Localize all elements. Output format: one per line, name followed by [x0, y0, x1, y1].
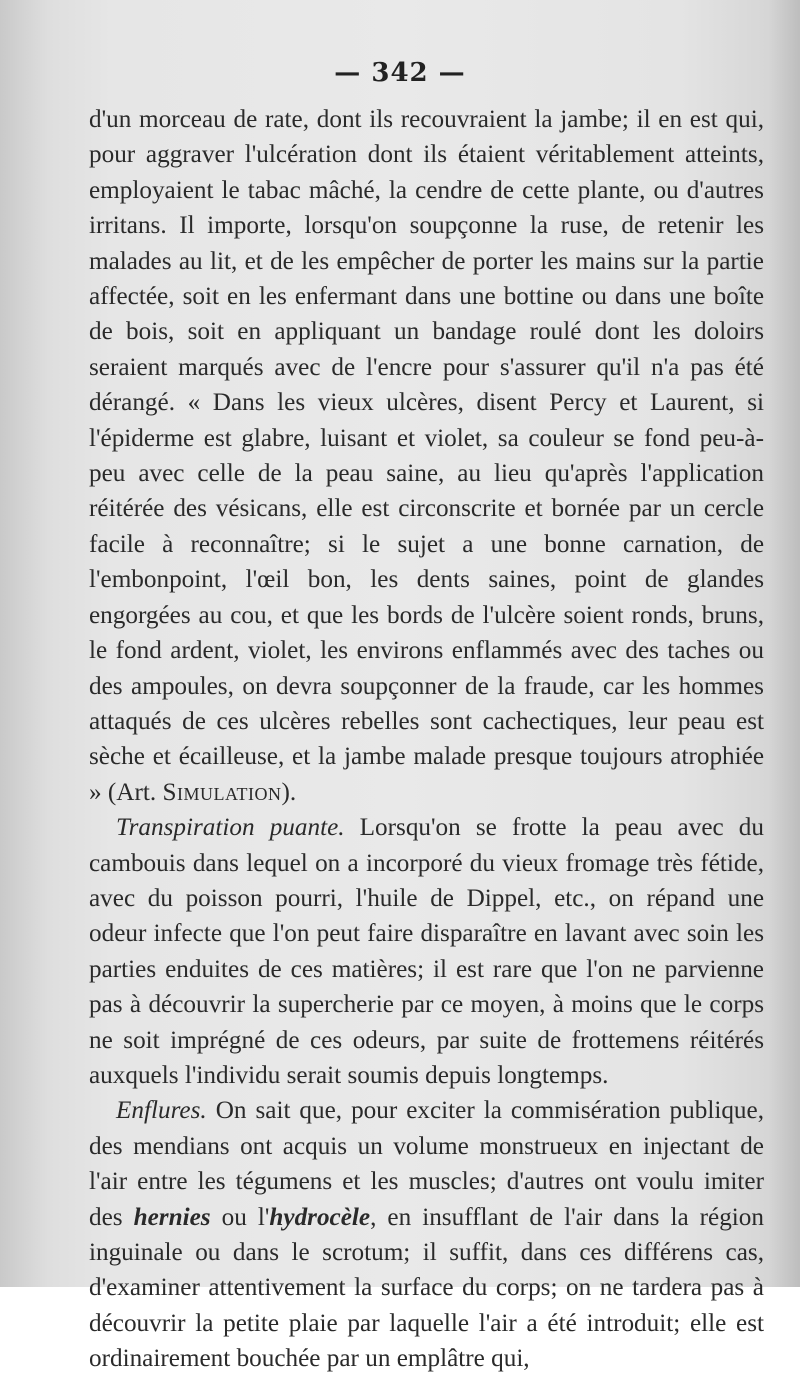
paragraph-text: Lorsqu'on se frotte la peau avec du cambouis dans lequel on a incorporé du vieux fromage très fétide, avec du poisson pourri, l'huile de Dippel, etc., on répand une odeur infecte que l'on peut faire disparaître en lavant avec soin les parties enduites de ces matières; il est rare que l'on ne parvienne pas à découvrir la supercherie par ce moyen, à moins que le corps ne soit imprégné de ces odeurs, par suite de frottemens réitérés auxquels l'individu serait soumis depuis longtemps.	[89, 814, 764, 1089]
cross-reference-simulation: Simulation	[162, 778, 282, 806]
paragraph-enflures	[89, 1093, 764, 1376]
paragraph-text: On sait que, pour exciter la commisération publique, des mendians ont acquis un volume monstrueux en injectant de l'air entre les tégumens et les muscles; d'autres ont voulu imiter des	[89, 1097, 764, 1231]
body-text	[89, 102, 764, 1377]
section-heading-enflures: Enflures.	[116, 1097, 207, 1125]
paragraph-transpiration	[89, 810, 764, 1093]
term-hydrocele: hydrocèle	[269, 1203, 371, 1231]
paragraph-text: ou l'	[210, 1203, 270, 1231]
page-number: — 342 —	[334, 58, 466, 88]
paragraph-ulcers-continued	[89, 102, 764, 810]
section-heading-transpiration: Transpiration puante.	[116, 814, 345, 842]
term-hernies: hernies	[133, 1203, 211, 1231]
paragraph-text: ).	[281, 778, 297, 806]
paragraph-text: d'un morceau de rate, dont ils recouvraient la jambe; il en est qui, pour aggraver l'ulcération dont ils étaient véritablement atteints, employaient le tabac mâché, la cendre de cette plante, ou d'autres irritans. Il importe, lorsqu'on soupçonne la ruse, de retenir les malades au lit, et de les empêcher de porter les mains sur la partie affectée, soit en les enfermant dans une bottine ou dans une boîte de bois, soit en appliquant un bandage roulé dont les doloirs seraient marqués avec de l'encre pour s'assurer qu'il n'a pas été dérangé. « Dans les vieux ulcères, disent Percy et Laurent, si l'épiderme est glabre, luisant et violet, sa couleur se fond peu-à-peu avec celle de la peau saine, au lieu qu'après l'application réitérée des vésicans, elle est circonscrite et bornée par un cercle facile à reconnaître; si le sujet a une bonne carnation, de l'embonpoint, l'œil bon, les dents saines, point de glandes engorgées au cou, et que les bords de l'ulcère soient ronds, bruns, le fond ardent, violet, les environs enflammés avec des taches ou des ampoules, on devra soupçonner de la fraude, car les hommes attaqués de ces ulcères rebelles sont cachectiques, leur peau est sèche et écailleuse, et la jambe malade presque toujours atrophiée » (Art.	[89, 106, 764, 806]
paragraph-text: , en insufflant de l'air dans la région inguinale ou dans le scrotum; il suffit, dans ces différens cas, d'examiner attentivement la surface du corps; on ne tardera pas à découvrir la petite plaie par laquelle l'air a été introduit; elle est ordinairement bouchée par un emplâtre qui,	[89, 1203, 764, 1373]
